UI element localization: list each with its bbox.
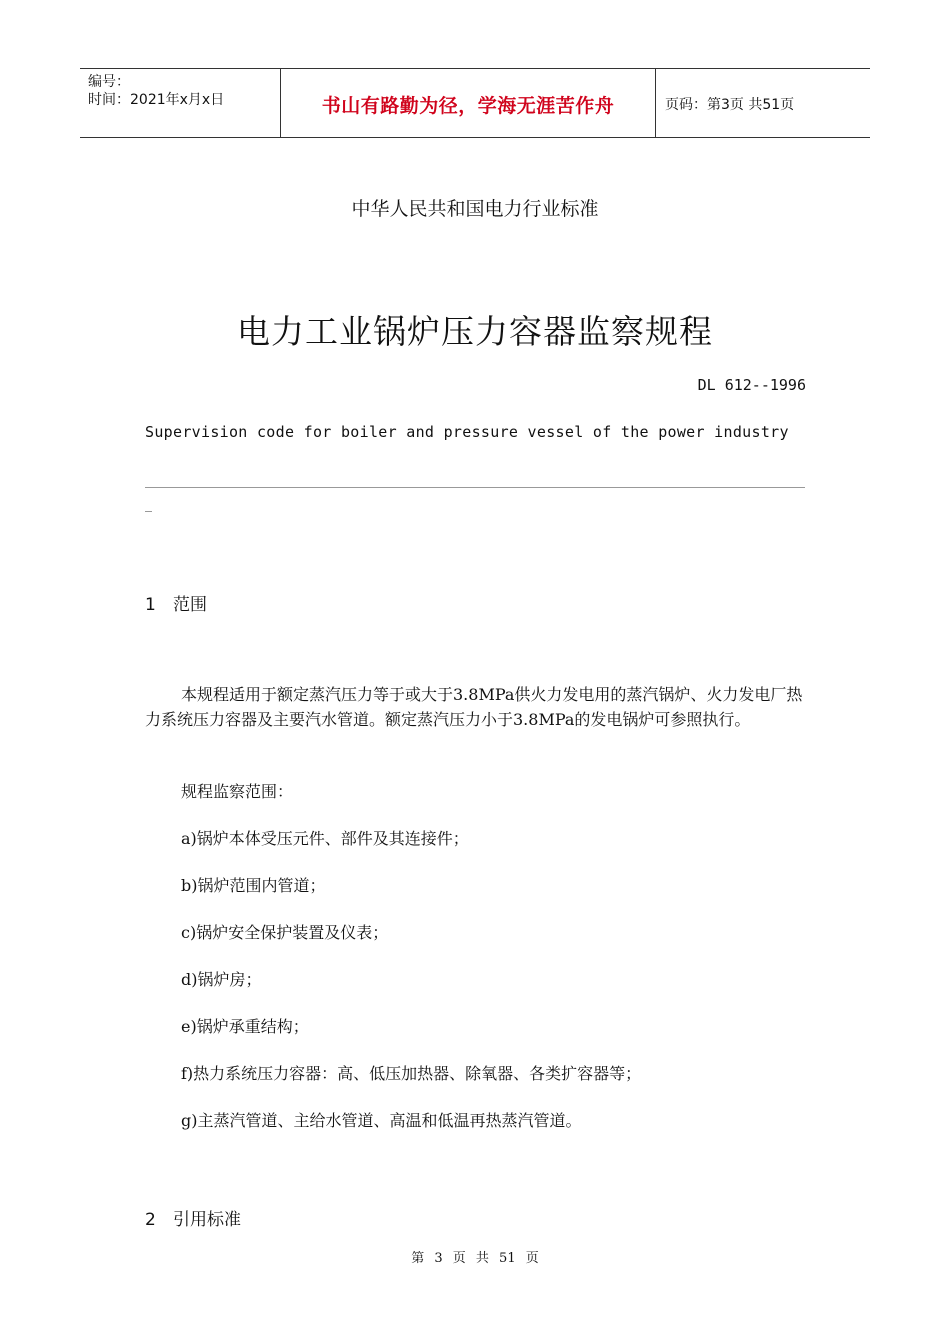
document-title: 电力工业锅炉压力容器监察规程 bbox=[237, 312, 713, 351]
page-footer: 第 3 页 共 51 页 bbox=[411, 1251, 539, 1266]
list-item: e)锅炉承重结构； bbox=[181, 1017, 309, 1036]
title-divider-tail bbox=[145, 511, 152, 512]
header-motto: 书山有路勤为径，学海无涯苦作舟 bbox=[321, 95, 615, 117]
scope-label: 规程监察范围： bbox=[181, 782, 294, 801]
title-divider bbox=[145, 487, 805, 488]
section-1-paragraph: 本规程适用于额定蒸汽压力等于或大于3.8MPa供火力发电用的蒸汽锅炉、火力发电厂热力系统压力容器及主要汽水管道。额定蒸汽压力小于3.8MPa的发电锅炉可参照执行。 bbox=[145, 685, 803, 729]
header-meta-cell bbox=[80, 69, 280, 137]
section-number: 1 bbox=[145, 595, 156, 615]
header-page-number: 页码：第3页 共51页 bbox=[665, 97, 795, 113]
list-item: g)主蒸汽管道、主给水管道、高温和低温再热蒸汽管道。 bbox=[181, 1111, 582, 1130]
header-motto-cell bbox=[280, 69, 656, 137]
section-1-heading bbox=[145, 590, 207, 615]
section-title: 引用标准 bbox=[173, 1210, 241, 1230]
list-item: b)锅炉范围内管道； bbox=[181, 876, 326, 895]
page-header bbox=[80, 68, 870, 138]
english-title: Supervision code for boiler and pressure vessel of the power industry bbox=[145, 423, 789, 441]
standard-code: DL 612--1996 bbox=[697, 376, 806, 394]
section-title: 范围 bbox=[173, 595, 207, 615]
standard-organization: 中华人民共和国电力行业标准 bbox=[351, 198, 599, 220]
list-item: f)热力系统压力容器：高、低压加热器、除氧器、各类扩容器等； bbox=[181, 1064, 642, 1083]
document-date-label: 时间：2021年x月x日 bbox=[88, 92, 225, 108]
section-2-heading bbox=[145, 1205, 241, 1230]
list-item: a)锅炉本体受压元件、部件及其连接件； bbox=[181, 829, 469, 848]
document-number-label: 编号： bbox=[88, 74, 130, 90]
list-item: d)锅炉房； bbox=[181, 970, 262, 989]
section-number: 2 bbox=[145, 1210, 156, 1230]
header-page-cell bbox=[655, 69, 870, 137]
list-item: c)锅炉安全保护装置及仪表； bbox=[181, 923, 389, 942]
